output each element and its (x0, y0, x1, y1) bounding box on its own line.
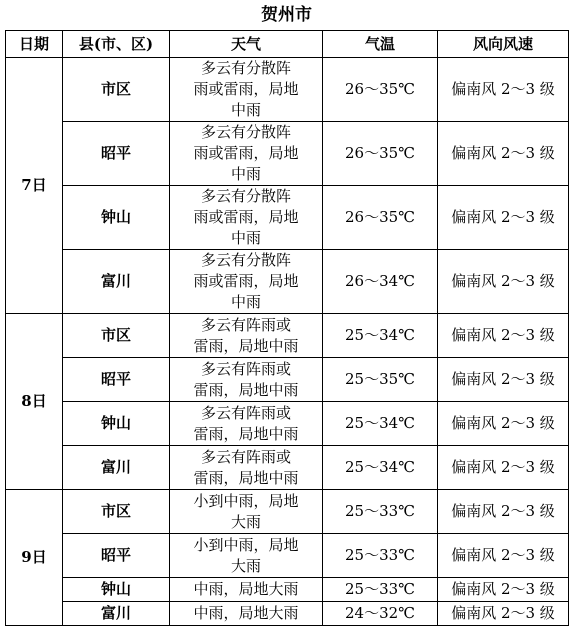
wind-cell: 偏南风 2～3 级 (438, 314, 569, 358)
weather-cell (170, 358, 323, 402)
weather-line: 雨或雷雨，局地 (193, 144, 299, 162)
table-row (6, 602, 569, 626)
wind-cell: 偏南风 2～3 级 (438, 186, 569, 250)
date-cell: 7日 (6, 58, 63, 314)
weather-line: 多云有分散阵 (200, 251, 291, 269)
wind-cell: 偏南风 2～3 级 (438, 602, 569, 626)
weather-cell (170, 402, 323, 446)
table-row (6, 186, 569, 250)
wind-cell: 偏南风 2～3 级 (438, 578, 569, 602)
weather-cell (170, 446, 323, 490)
weather-line: 中雨，局地大雨 (193, 604, 299, 622)
weather-cell (170, 58, 323, 122)
weather-line: 雨或雷雨，局地 (193, 208, 299, 226)
county-cell: 昭平 (63, 122, 170, 186)
table-row (6, 578, 569, 602)
county-cell: 钟山 (63, 402, 170, 446)
temp-cell: 25～34℃ (323, 314, 438, 358)
weather-cell (170, 314, 323, 358)
temp-cell: 26～35℃ (323, 186, 438, 250)
temp-cell: 26～35℃ (323, 58, 438, 122)
county-cell: 富川 (63, 602, 170, 626)
header-county: 县(市、区) (63, 31, 170, 58)
wind-cell: 偏南风 2～3 级 (438, 534, 569, 578)
county-cell: 市区 (63, 314, 170, 358)
weather-line: 多云有阵雨或 (200, 359, 291, 378)
weather-cell (170, 250, 323, 314)
forecast-table (5, 30, 569, 626)
weather-line: 雷雨，局地中雨 (193, 336, 299, 355)
temp-cell: 25～34℃ (323, 402, 438, 446)
county-cell: 富川 (63, 446, 170, 490)
table-row (6, 490, 569, 534)
temp-cell: 25～33℃ (323, 534, 438, 578)
weather-line: 雷雨，局地中雨 (193, 380, 299, 399)
weather-cell (170, 122, 323, 186)
weather-line: 雨或雷雨，局地 (193, 80, 299, 98)
table-row (6, 58, 569, 122)
weather-line: 多云有阵雨或 (200, 315, 291, 334)
weather-cell (170, 602, 323, 626)
temp-cell: 25～33℃ (323, 578, 438, 602)
temp-cell: 24～32℃ (323, 602, 438, 626)
date-cell: 9日 (6, 490, 63, 626)
weather-line: 大雨 (230, 512, 261, 531)
weather-line: 多云有分散阵 (200, 59, 291, 77)
county-cell: 昭平 (63, 358, 170, 402)
header-row (6, 31, 569, 58)
temp-cell: 25～33℃ (323, 490, 438, 534)
weather-line: 多云有阵雨或 (200, 403, 291, 422)
weather-line: 中雨 (230, 101, 261, 119)
weather-line: 中雨 (230, 165, 261, 183)
wind-cell: 偏南风 2～3 级 (438, 446, 569, 490)
table-row (6, 534, 569, 578)
temp-cell: 25～34℃ (323, 446, 438, 490)
county-cell: 钟山 (63, 186, 170, 250)
weather-line: 雨或雷雨，局地 (193, 272, 299, 290)
county-cell: 富川 (63, 250, 170, 314)
weather-line: 多云有分散阵 (200, 123, 291, 141)
date-cell: 8日 (6, 314, 63, 490)
table-row (6, 122, 569, 186)
weather-cell (170, 186, 323, 250)
weather-cell (170, 534, 323, 578)
temp-cell: 26～34℃ (323, 250, 438, 314)
header-weather: 天气 (170, 31, 323, 58)
county-cell: 市区 (63, 490, 170, 534)
wind-cell: 偏南风 2～3 级 (438, 58, 569, 122)
table-row (6, 250, 569, 314)
header-temp: 气温 (323, 31, 438, 58)
weather-line: 雷雨，局地中雨 (193, 468, 299, 487)
weather-cell (170, 490, 323, 534)
weather-line: 中雨 (230, 293, 261, 311)
county-cell: 钟山 (63, 578, 170, 602)
weather-line: 中雨 (230, 229, 261, 247)
header-date: 日期 (6, 31, 63, 58)
weather-line: 多云有阵雨或 (200, 447, 291, 466)
wind-cell: 偏南风 2～3 级 (438, 122, 569, 186)
wind-cell: 偏南风 2～3 级 (438, 358, 569, 402)
weather-line: 小到中雨，局地 (193, 535, 299, 554)
table-row (6, 358, 569, 402)
temp-cell: 26～35℃ (323, 122, 438, 186)
weather-line: 中雨，局地大雨 (193, 580, 299, 598)
page-title: 贺州市 (261, 5, 312, 25)
county-cell: 昭平 (63, 534, 170, 578)
weather-line: 小到中雨，局地 (193, 491, 299, 510)
weather-line: 大雨 (230, 556, 261, 575)
weather-line: 雷雨，局地中雨 (193, 424, 299, 443)
county-cell: 市区 (63, 58, 170, 122)
wind-cell: 偏南风 2～3 级 (438, 490, 569, 534)
wind-cell: 偏南风 2～3 级 (438, 250, 569, 314)
table-row (6, 314, 569, 358)
wind-cell: 偏南风 2～3 级 (438, 402, 569, 446)
table-row (6, 402, 569, 446)
weather-line: 多云有分散阵 (200, 187, 291, 205)
forecast-body (6, 58, 569, 626)
weather-cell (170, 578, 323, 602)
temp-cell: 25～35℃ (323, 358, 438, 402)
header-wind: 风向风速 (438, 31, 569, 58)
table-row (6, 446, 569, 490)
